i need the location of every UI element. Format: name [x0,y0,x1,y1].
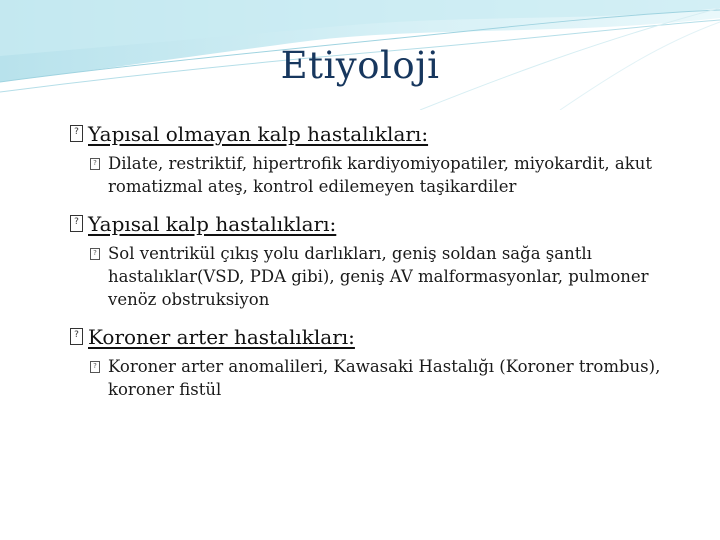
list-item-text: Sol ventrikül çıkış yolu darlıkları, geniş soldan sağa şantlı hastalıklar(VSD, PDA gibi), geniş AV malformasyonlar, pulmoner venöz obstruksiyon [108,244,649,309]
square-bullet-icon: ? [90,248,100,260]
section-heading [70,120,670,148]
square-bullet-icon: ? [70,328,83,345]
section-structural [70,210,670,311]
section-non-structural [70,120,670,198]
section-heading [70,323,670,351]
slide-title: Etiyoloji [280,44,440,87]
square-bullet-icon: ? [90,158,100,170]
list-item [90,242,670,311]
list-item [90,355,670,401]
section-heading-text: Yapısal kalp hastalıkları: [88,212,337,236]
square-bullet-icon: ? [70,125,83,142]
list-item-text: Dilate, restriktif, hipertrofik kardiyomiyopatiler, miyokardit, akut romatizmal ateş, kontrol edilemeyen taşikardiler [108,154,653,196]
square-bullet-icon: ? [90,361,100,373]
section-heading-text: Koroner arter hastalıkları: [88,325,355,349]
square-bullet-icon: ? [70,215,83,232]
list-item [90,152,670,198]
section-coronary [70,323,670,401]
section-heading-text: Yapısal olmayan kalp hastalıkları: [88,122,429,146]
slide-content [70,120,670,413]
list-item-text: Koroner arter anomalileri, Kawasaki Hastalığı (Koroner trombus), koroner fistül [108,357,661,399]
section-heading [70,210,670,238]
